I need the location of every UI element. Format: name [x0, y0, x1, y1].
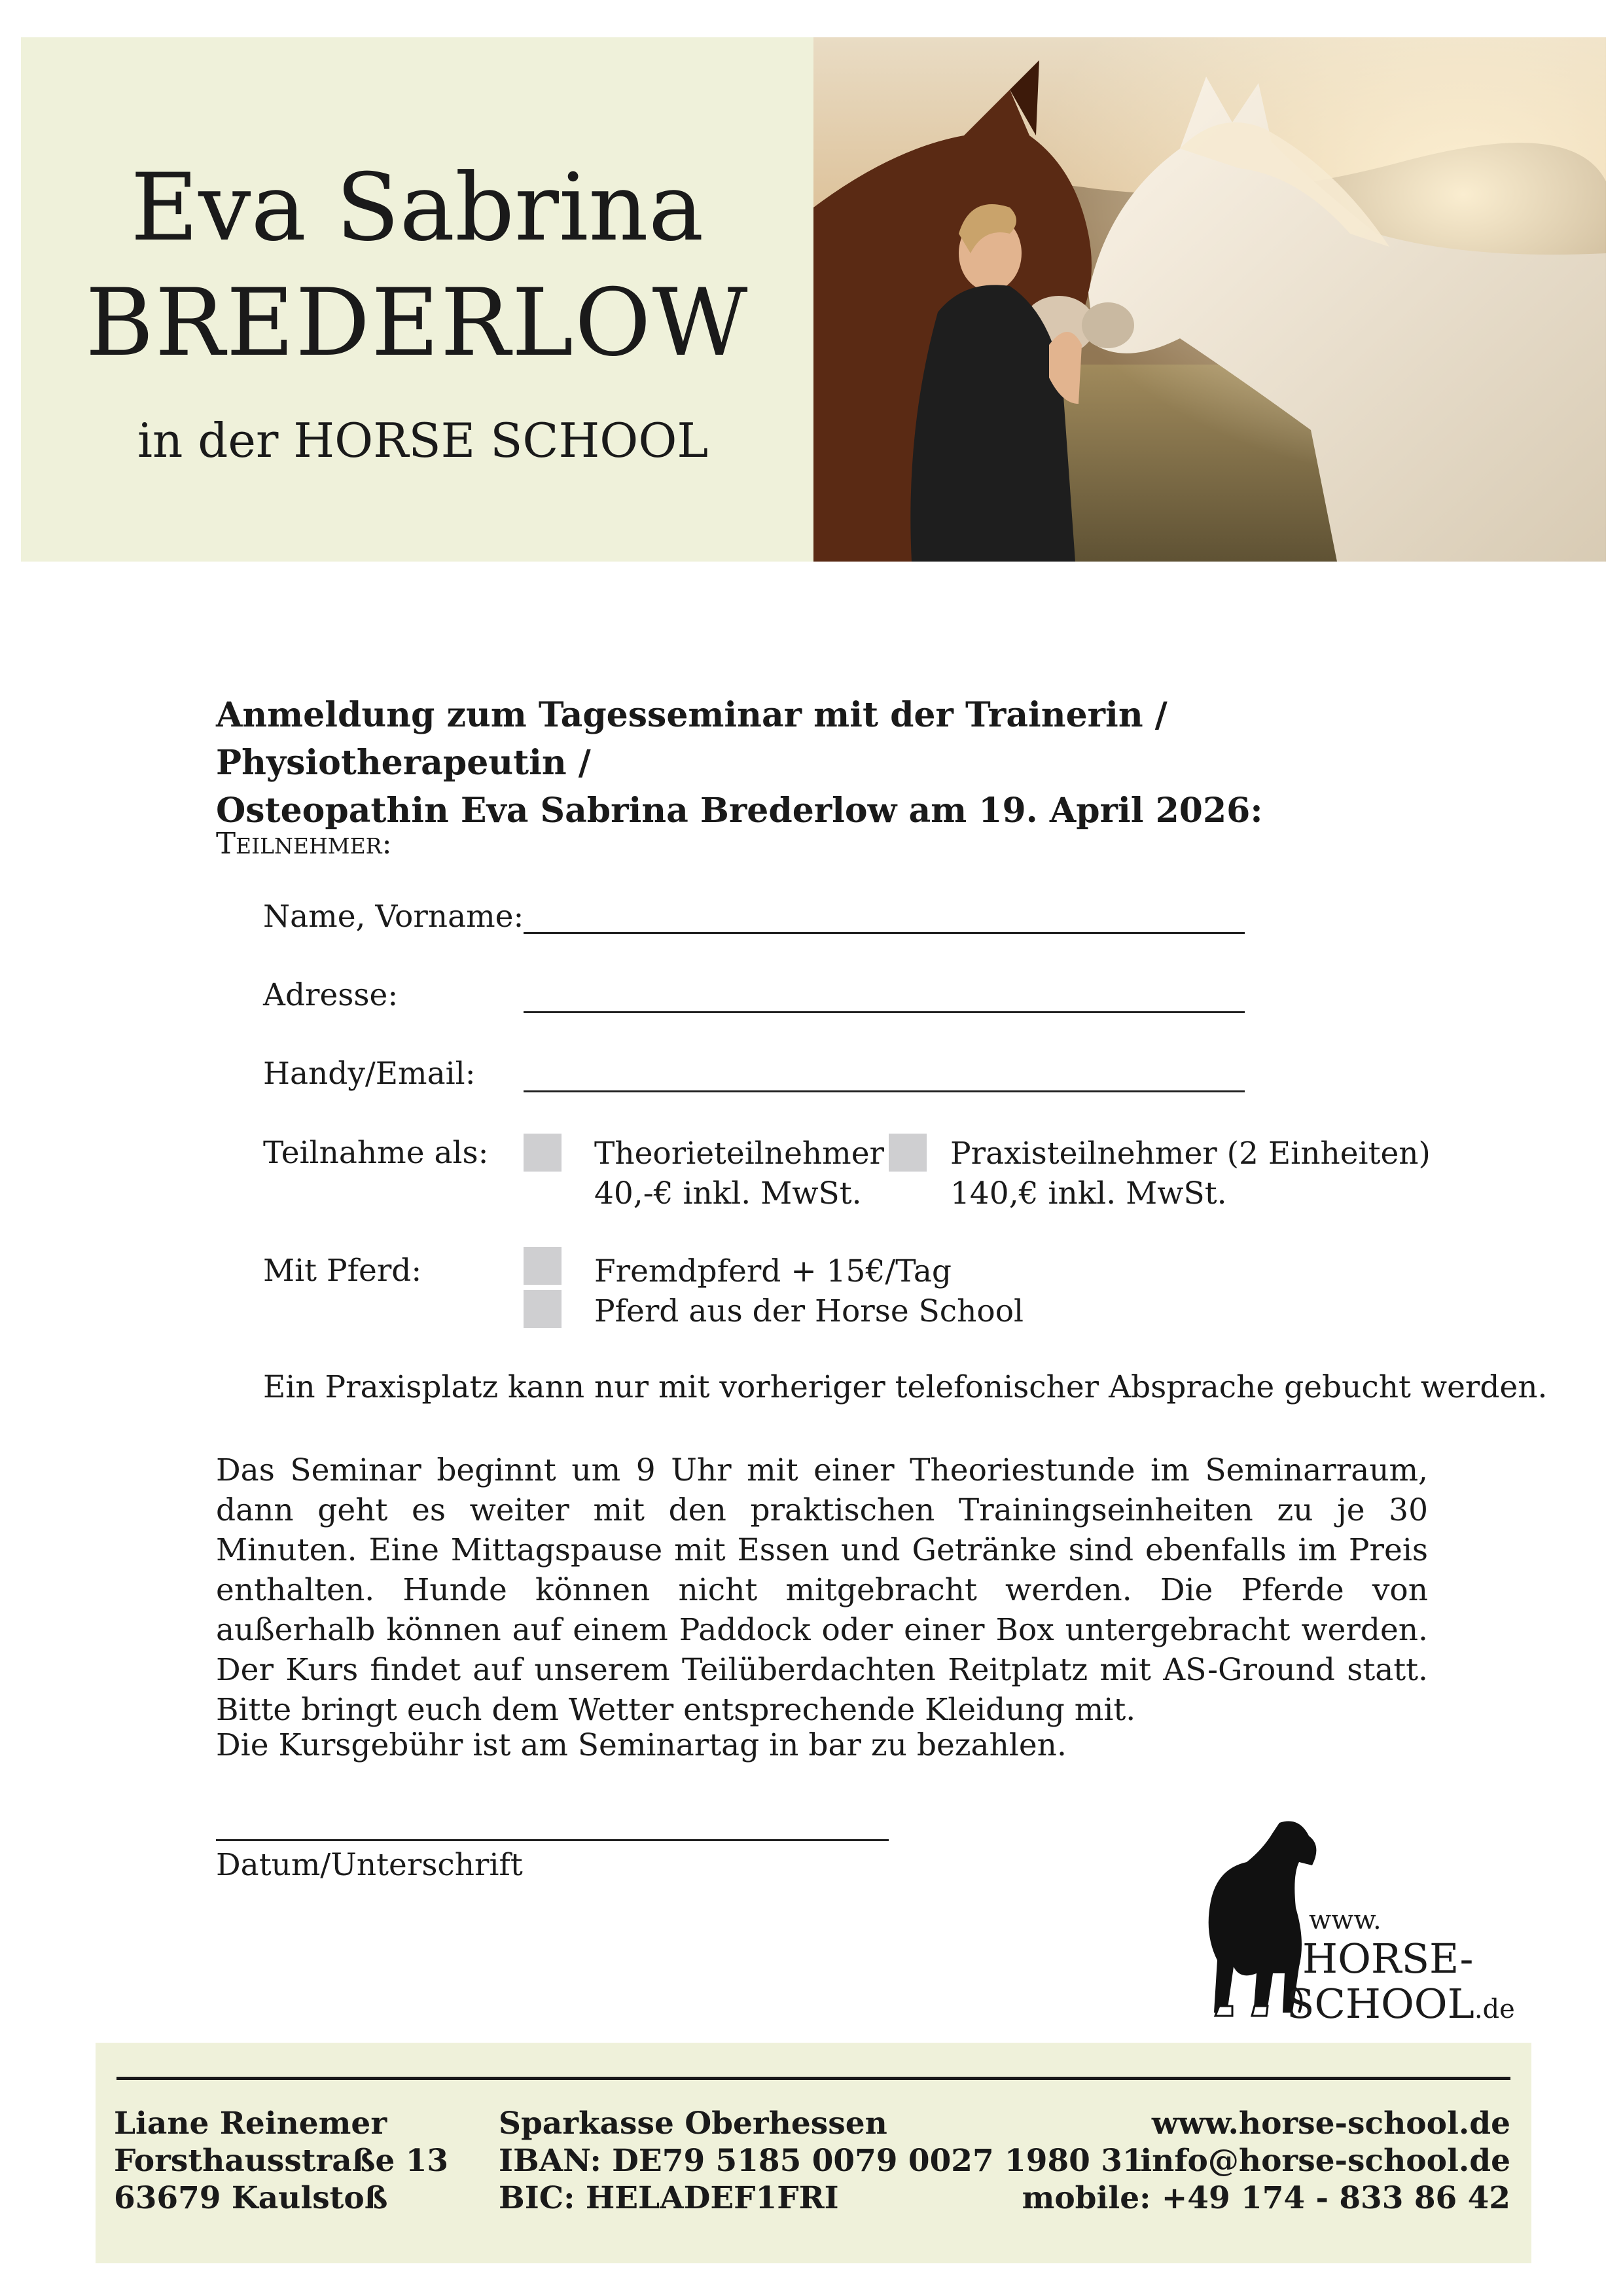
speaker-last-name: BREDERLOW [85, 269, 749, 377]
payment-note: Die Kursgebühr ist am Seminartag in bar zu bezahlen. [216, 1727, 1067, 1763]
title-panel [21, 37, 813, 562]
seminar-description: Das Seminar beginnt um 9 Uhr mit einer Theoriestunde im Seminarraum, dann geht es weiter mit den praktischen Trainingseinheiten zu je 30 Minuten. Eine Mittagspause mit Essen und Getränke sind ebenfalls im Preis enthalten. Hunde können nicht mitgebracht werden. Die Pferde von außerhalb können auf einem Paddock oder einer Box untergebracht werden. Der Kurs findet auf unserem Teilüberdachten Reitplatz mit AS-Ground statt. Bitte bringt euch dem Wetter entsprechende Kleidung mit. [216, 1452, 1428, 1728]
footer-owner-name: Liane Reinemer [114, 2106, 387, 2142]
address-field-line[interactable] [524, 1011, 1245, 1013]
footer-bic: BIC: HELADEF1FRI [499, 2180, 839, 2216]
footer-city: 63679 Kaulstoß [114, 2180, 388, 2216]
footer-iban: IBAN: DE79 5185 0079 0027 1980 31 [499, 2143, 1144, 2179]
footer-address [114, 2105, 448, 2217]
signature-label: Datum/Unterschrift [216, 1847, 523, 1883]
school-horse-checkbox[interactable] [524, 1290, 562, 1328]
practice-participant-option [950, 1134, 1431, 1213]
section-label-initial: T [216, 826, 236, 861]
practice-booking-note: Ein Praxisplatz kann nur mit vorheriger telefonischer Absprache gebucht werden. [263, 1369, 1548, 1405]
participant-section-label [216, 826, 392, 861]
footer-contact [1022, 2105, 1510, 2217]
hero-photo-woman-with-horses [813, 37, 1606, 562]
theory-participant-title: Theorieteilnehmer [594, 1136, 885, 1172]
practice-participant-title: Praxisteilnehmer (2 Einheiten) [950, 1136, 1431, 1172]
footer-phone: mobile: +49 174 - 833 86 42 [1022, 2180, 1510, 2216]
external-horse-option: Fremdpferd + 15€/Tag [594, 1253, 952, 1289]
registration-heading [216, 691, 1459, 834]
footer [96, 2043, 1531, 2263]
horse-options [594, 1251, 1024, 1331]
logo-horse: HORSE- [1302, 1935, 1474, 1982]
section-label-colon: : [382, 826, 392, 861]
external-horse-checkbox[interactable] [524, 1247, 562, 1285]
contact-field-line[interactable] [524, 1090, 1245, 1092]
theory-participant-option [594, 1134, 884, 1213]
registration-heading-line2: Osteopathin Eva Sabrina Brederlow am 19. April 2026: [216, 791, 1263, 831]
registration-heading-line1: Anmeldung zum Tagesseminar mit der Trainerin / Physiotherapeutin / [216, 695, 1168, 783]
school-horse-option: Pferd aus der Horse School [594, 1293, 1024, 1329]
address-field-label: Adresse: [263, 977, 399, 1013]
footer-website-link[interactable]: www.horse-school.de [1151, 2106, 1510, 2142]
participation-label: Teilnahme als: [263, 1135, 489, 1171]
name-field-label: Name, Vorname: [263, 899, 524, 935]
practice-participant-price: 140,€ inkl. MwSt. [950, 1175, 1227, 1211]
section-label-rest: EILNEHMER [236, 833, 382, 859]
signature-line[interactable] [216, 1839, 889, 1841]
footer-bank-name: Sparkasse Oberhessen [499, 2106, 887, 2142]
theory-participant-checkbox[interactable] [524, 1134, 562, 1172]
contact-field-label: Handy/Email: [263, 1056, 476, 1092]
theory-participant-price: 40,-€ inkl. MwSt. [594, 1175, 862, 1211]
speaker-first-names: Eva Sabrina [130, 154, 704, 262]
footer-divider [116, 2077, 1510, 2080]
logo-tld: .de [1474, 1994, 1515, 2024]
logo-school [1287, 1980, 1515, 2028]
name-field-line[interactable] [524, 932, 1245, 934]
horse-label: Mit Pferd: [263, 1253, 422, 1289]
footer-street: Forsthausstraße 13 [114, 2143, 449, 2179]
logo-school-word: SCHOOL [1287, 1980, 1474, 2028]
practice-participant-checkbox[interactable] [889, 1134, 927, 1172]
venue-subtitle: in der HORSE SCHOOL [137, 413, 709, 468]
logo-www: www. [1309, 1905, 1382, 1935]
footer-email-link[interactable]: info@horse-school.de [1140, 2143, 1510, 2179]
